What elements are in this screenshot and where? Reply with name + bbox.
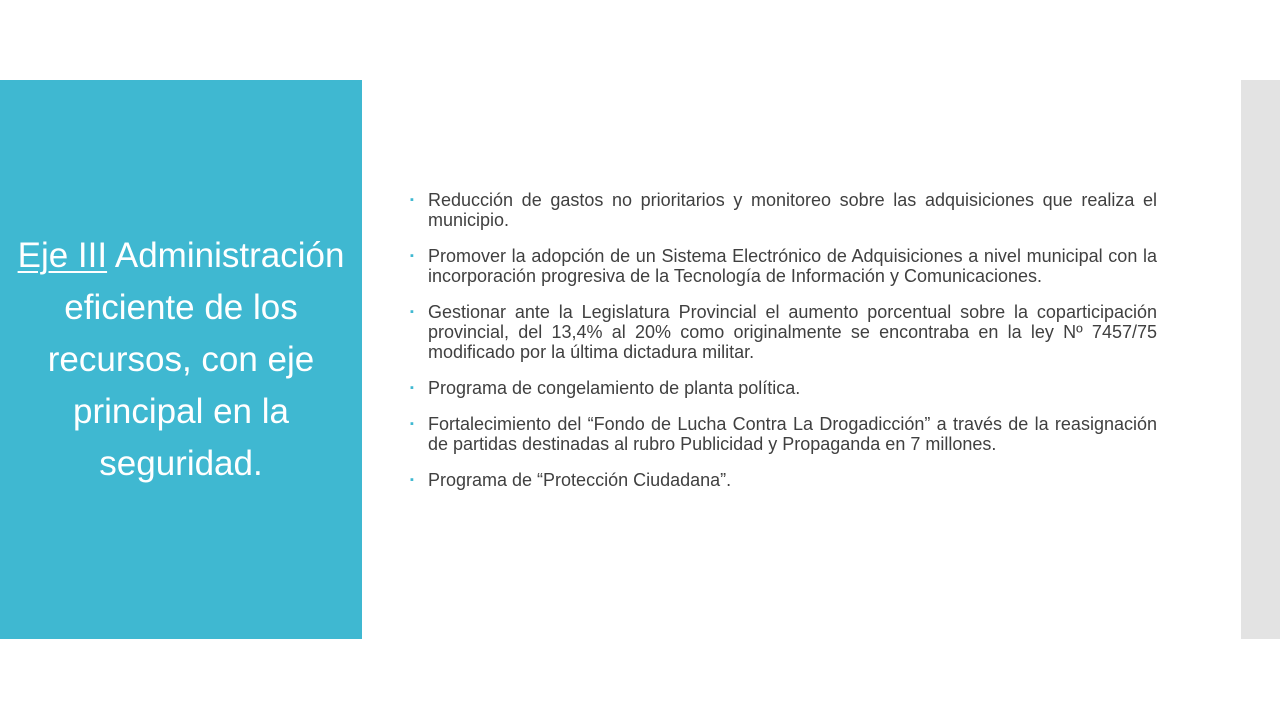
slide-title (16, 230, 346, 490)
bullet-text: Programa de congelamiento de planta política. (428, 378, 801, 398)
square-bullet-icon: ▪ (410, 194, 414, 206)
square-bullet-icon: ▪ (410, 418, 414, 430)
bullet-item (410, 470, 1157, 490)
bullet-item (410, 190, 1157, 230)
bullet-text: Reducción de gastos no prioritarios y monitoreo sobre las adquisiciones que realiza el municipio. (428, 190, 1157, 230)
side-bar (1241, 80, 1280, 639)
square-bullet-icon: ▪ (410, 382, 414, 394)
bullet-text: Promover la adopción de un Sistema Electrónico de Adquisiciones a nivel municipal con la incorporación progresiva de la Tecnología de Información y Comunicaciones. (428, 246, 1157, 286)
bullet-item (410, 246, 1157, 286)
bullet-item (410, 414, 1157, 454)
bullet-text: Programa de “Protección Ciudadana”. (428, 470, 732, 490)
bullet-item (410, 378, 1157, 398)
bullet-item (410, 302, 1157, 362)
title-link[interactable]: Eje III (17, 235, 108, 275)
bullet-list (410, 190, 1157, 490)
content-area (410, 190, 1157, 506)
square-bullet-icon: ▪ (410, 306, 414, 318)
title-panel (0, 80, 362, 639)
square-bullet-icon: ▪ (410, 474, 414, 486)
bullet-text: Gestionar ante la Legislatura Provincial el aumento porcentual sobre la coparticipación provincial, del 13,4% al 20% como originalmente se encontraba en la ley Nº 7457/75 modificado por la última dictadura militar. (428, 302, 1157, 362)
square-bullet-icon: ▪ (410, 250, 414, 262)
title-rest: Administración eficiente de los recursos, con eje principal en la seguridad. (47, 235, 345, 483)
bullet-text: Fortalecimiento del “Fondo de Lucha Contra La Drogadicción” a través de la reasignación de partidas destinadas al rubro Publicidad y Propaganda en 7 millones. (428, 414, 1157, 454)
